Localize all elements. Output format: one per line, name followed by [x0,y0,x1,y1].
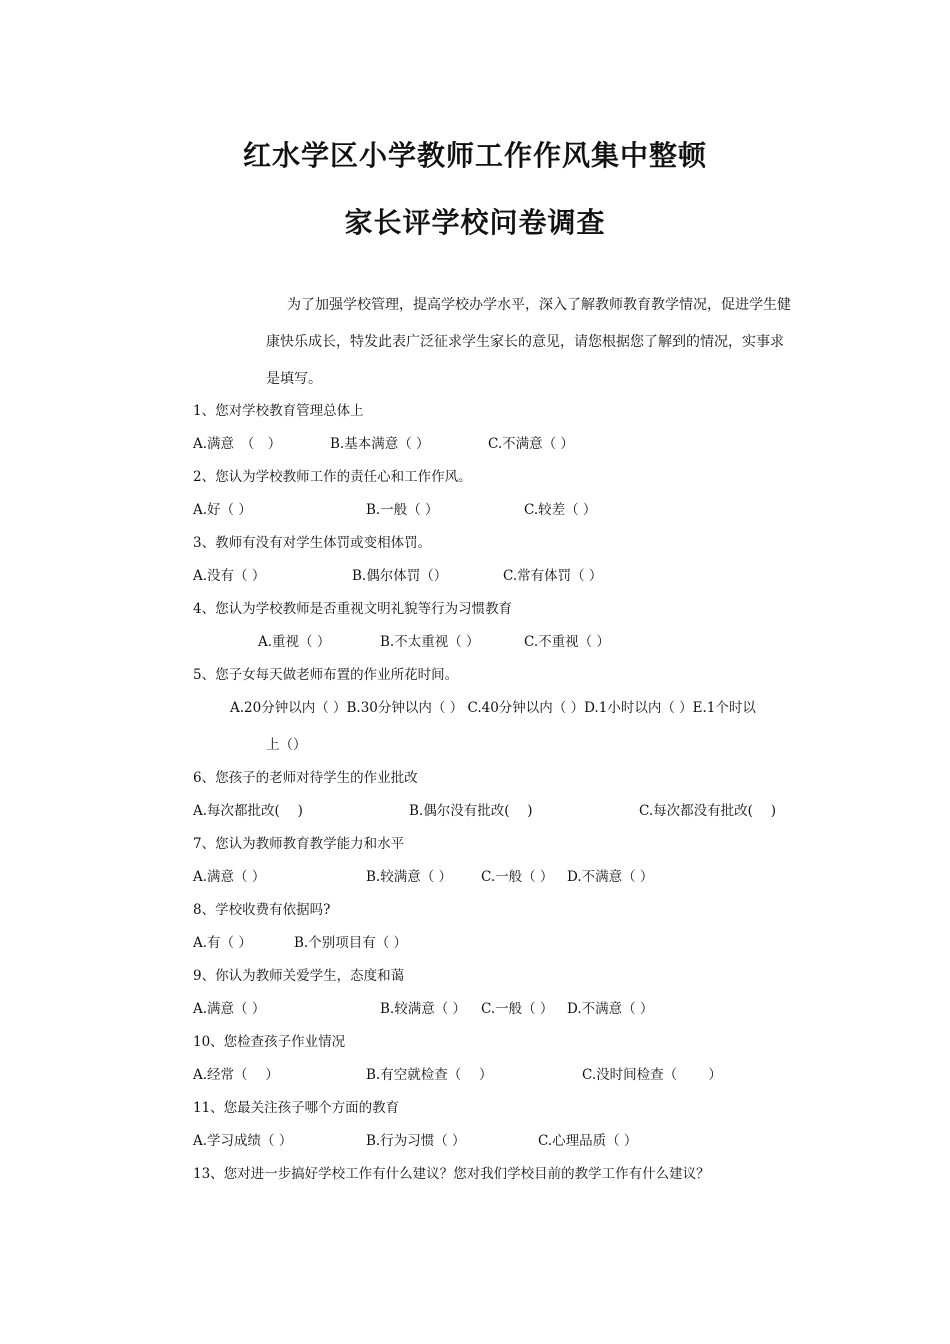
question-6: 6、您孩子的老师对待学生的作业批改 [193,770,418,786]
question-4-options [0,632,950,652]
question-9: 9、你认为教师关爱学生，态度和蔼 [193,968,405,984]
option[interactable]: A.满意（ ） [193,869,266,885]
option[interactable]: C.不满意（ ） [488,436,574,452]
question-8: 8、学校收费有依据吗? [193,902,331,918]
question-8-options [0,933,950,953]
option[interactable]: A.有（ ） [193,935,252,951]
question-5: 5、您子女每天做老师布置的作业所花时间。 [193,667,459,683]
intro-line-3: 是填写。 [266,371,322,387]
question-1-options [0,434,950,454]
question-10: 10、您检查孩子作业情况 [193,1034,346,1050]
option[interactable]: A.重视（ ） [258,634,331,650]
question-6-options [0,801,950,821]
question-4: 4、您认为学校教师是否重视文明礼貌等行为习惯教育 [193,601,513,617]
option[interactable]: C.不重视（ ） [524,634,610,650]
option[interactable]: D.不满意（ ） [567,869,654,885]
option[interactable]: B.一般（ ） [366,502,439,518]
option[interactable]: C.没时间检查（ ） [582,1067,722,1083]
option[interactable]: A.没有（ ） [193,568,266,584]
question-7: 7、您认为教师教育教学能力和水平 [193,836,405,852]
question-1: 1、您对学校教育管理总体上 [193,403,364,419]
option[interactable]: C.常有体罚（ ） [503,568,603,584]
question-5-options[interactable]: A.20分钟以内（ ）B.30分钟以内（ ） C.40分钟以内（ ）D.1小时以内（ ）E.1个时以 [230,700,756,716]
question-2: 2、您认为学校教师工作的责任心和工作作风。 [193,469,472,485]
option[interactable]: A.经常（ ） [193,1067,279,1083]
option[interactable]: C.一般（ ） [481,1001,554,1017]
option[interactable]: B.行为习惯（ ） [366,1133,466,1149]
question-9-options [0,999,950,1019]
option[interactable]: C.每次都没有批改( ) [639,803,776,819]
page-title-line1: 红水学区小学教师工作作风集中整顿 [242,139,707,172]
option[interactable]: B.不太重视（ ） [380,634,480,650]
question-3-options [0,566,950,586]
question-13: 13、您对进一步搞好学校工作有什么建议？您对我们学校目前的教学工作有什么建议？ [193,1166,710,1182]
question-3: 3、教师有没有对学生体罚或变相体罚。 [193,535,432,551]
question-10-options [0,1065,950,1085]
question-7-options [0,867,950,887]
option[interactable]: C.较差（ ） [524,502,597,518]
option[interactable]: B.偶尔没有批改( ) [409,803,533,819]
option[interactable]: A.满意 （ ） [193,436,282,452]
intro-line-2: 康快乐成长，特发此表广泛征求学生家长的意见，请您根据您了解到的情况，实事求 [266,334,784,350]
option[interactable]: D.不满意（ ） [567,1001,654,1017]
option[interactable]: A.好（ ） [193,502,252,518]
question-11-options [0,1131,950,1151]
option[interactable]: B.较满意（ ） [366,869,453,885]
question-2-options [0,500,950,520]
question-11: 11、您最关注孩子哪个方面的教育 [193,1100,400,1116]
option[interactable]: A.满意（ ） [193,1001,266,1017]
option[interactable]: A.学习成绩（ ） [193,1133,293,1149]
option[interactable]: B.偶尔体罚（） [352,568,448,584]
page-title-line2: 家长评学校问卷调查 [344,206,606,239]
option[interactable]: B.基本满意（ ） [330,436,430,452]
option[interactable]: B.个别项目有（ ） [294,935,408,951]
question-5-options-cont[interactable]: 上（） [266,737,307,753]
option[interactable]: A.每次都批改( ) [193,803,303,819]
option[interactable]: B.较满意（ ） [380,1001,467,1017]
option[interactable]: C.心理品质（ ） [538,1133,638,1149]
intro-line-1: 为了加强学校管理，提高学校办学水平，深入了解教师教育教学情况，促进学生健 [287,297,791,313]
option[interactable]: B.有空就检查（ ） [366,1067,493,1083]
option[interactable]: C.一般（ ） [481,869,554,885]
